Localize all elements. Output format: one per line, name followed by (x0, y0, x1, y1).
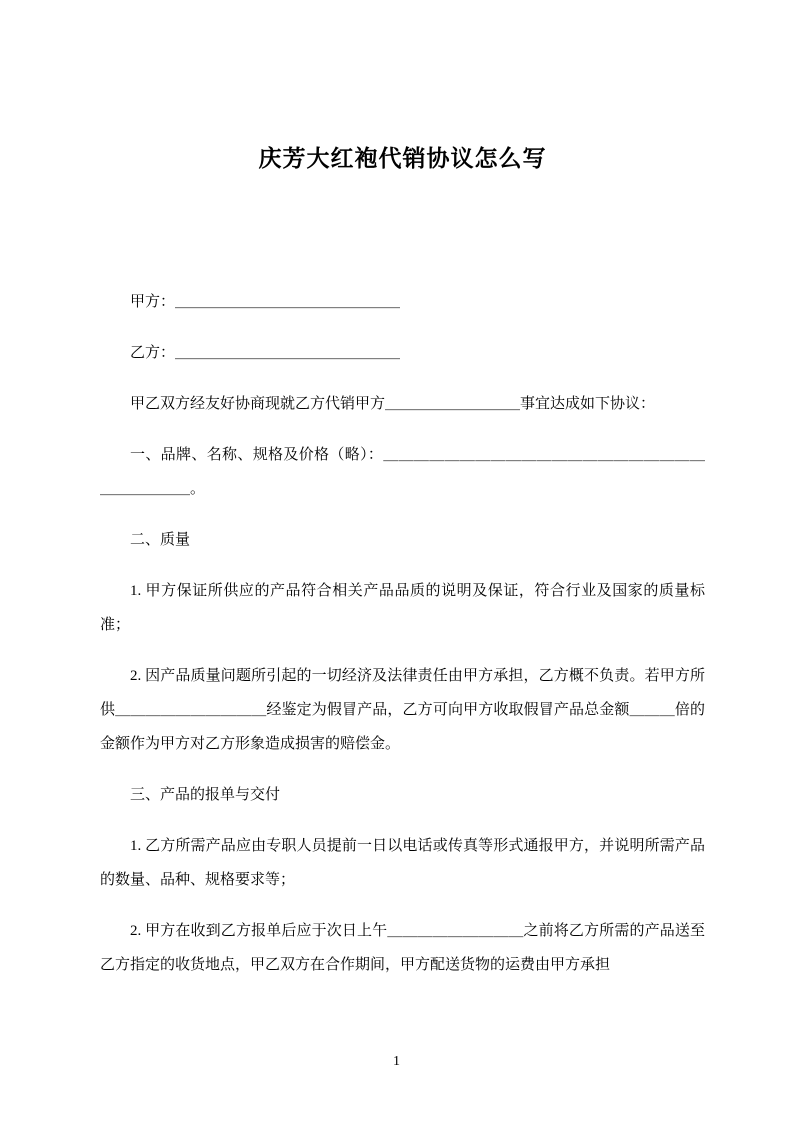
page-number: 1 (393, 1054, 400, 1069)
clause-3-2-delivery-terms: 2. 甲方在收到乙方报单后应于次日上午＿＿＿＿＿＿＿＿＿之前将乙方所需的产品送至乙方指定的收货地点，甲乙双方在合作期间，甲方配送货物的运费由甲方承担 (100, 923, 705, 973)
party-b-line: 乙方：＿＿＿＿＿＿＿＿＿＿＿＿＿＿＿ (130, 345, 401, 361)
section-2-heading-quality: 二、质量 (130, 532, 191, 548)
party-a-line: 甲方：＿＿＿＿＿＿＿＿＿＿＿＿＿＿＿ (130, 294, 401, 310)
clause-2-2-liability: 2. 因产品质量问题所引起的一切经济及法律责任由甲方承担，乙方概不负责。若甲方所供＿＿＿＿＿＿＿＿＿＿经鉴定为假冒产品，乙方可向甲方收取假冒产品总金额＿＿＿倍的金额作为甲方对乙方形象造成损害的赔偿金。 (100, 668, 705, 752)
clause-3-1-order-notice: 1. 乙方所需产品应由专职人员提前一日以电话或传真等形式通报甲方，并说明所需产品的数量、品种、规格要求等； (100, 838, 705, 888)
section-3-heading-order-delivery: 三、产品的报单与交付 (130, 787, 281, 803)
clause-1-brand-specs-price: 一、品牌、名称、规格及价格（略）：＿＿＿＿＿＿＿＿＿＿＿＿＿＿＿＿＿＿＿＿＿＿＿＿＿＿＿。 (100, 447, 705, 497)
document-title: 庆芳大红袍代销协议怎么写 (258, 145, 547, 171)
agreement-preamble: 甲乙双方经友好协商现就乙方代销甲方＿＿＿＿＿＿＿＿＿事宜达成如下协议： (130, 396, 656, 412)
clause-2-1-quality-guarantee: 1. 甲方保证所供应的产品符合相关产品品质的说明及保证，符合行业及国家的质量标准； (100, 583, 705, 633)
